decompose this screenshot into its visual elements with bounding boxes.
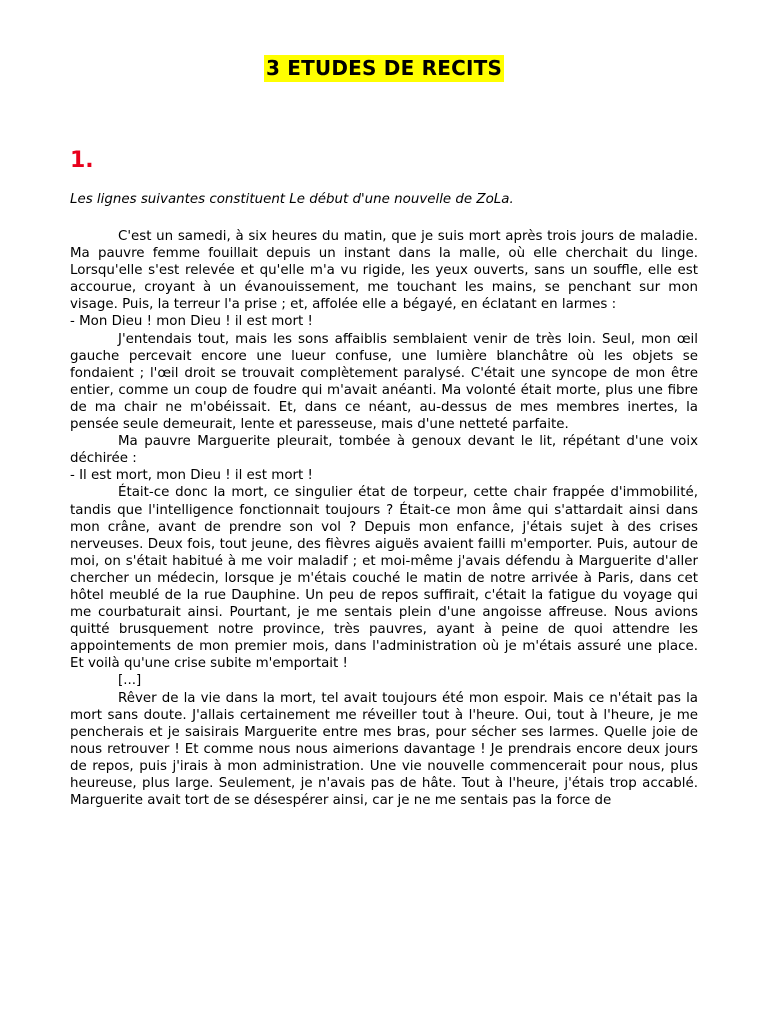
dialogue-line: - Il est mort, mon Dieu ! il est mort ! [70, 468, 313, 484]
paragraph: Était-ce donc la mort, ce singulier état de torpeur, cette chair frappée d'immobilité, tandis que l'intelligence fonctionnait toujours ? Était-ce mon âme qui s'attardait ainsi dans mon crâne, avant de prendre son vol ? Depuis mon enfance, j'étais sujet à des crises nerveuses. Deux fois, tout jeune, des fièvres aiguës avaient failli m'emporter. Puis, autour de moi, on s'était habitué à me voir maladif ; et moi-même j'avais défendu à Marguerite d'aller chercher un médecin, lorsque je m'étais couché le matin de notre arrivée à Paris, dans cet hôtel meublé de la rue Dauphine. Un peu de repos suffirait, c'était la fatigue du voyage qui me courbaturait ainsi. Pourtant, je me sentais plein d'une angoisse affreuse. Nous avions quitté brusquement notre province, très pauvres, ayant à peine de quoi attendre les appointements de mon premier mois, dans l'administration où je m'étais assuré une place. Et voilà qu'une crise subite m'emportait ! [70, 485, 698, 672]
paragraph: J'entendais tout, mais les sons affaiblis semblaient venir de très loin. Seul, mon œil gauche percevait encore une lueur confuse, une lumière blanchâtre où les objets se fondaient ; l'œil droit se trouvait complètement paralysé. C'était une syncope de mon être entier, comme un coup de foudre qui m'avait anéanti. Ma volonté était morte, plus une fibre de ma chair ne m'obéissait. Et, dans ce néant, au-dessus de mes membres inertes, la pensée seule demeurait, lente et paresseuse, mais d'une netteté parfaite. [70, 331, 698, 433]
document-title: 3 ETUDES DE RECITS [265, 56, 503, 80]
paragraph: Rêver de la vie dans la mort, tel avait toujours été mon espoir. Mais ce n'était pas la mort sans doute. J'allais certainement me réveiller tout à l'heure. Oui, tout à l'heure, je me pencherais et je saisirais Marguerite entre mes bras, pour sécher ses larmes. Quelle joie de nous retrouver ! Et comme nous nous aimerions davantage ! Je prendrais encore deux jours de repos, puis j'irais à mon administration. Une vie nouvelle commencerait pour nous, plus heureuse, plus large. Seulement, je n'avais pas de hâte. Tout à l'heure, j'étais trop accablé. Marguerite avait tort de se désespérer ainsi, car je ne me sentais pas la force de [70, 690, 698, 809]
title-wrapper [70, 55, 698, 82]
intro-text: Les lignes suivantes constituent Le début d'une nouvelle de ZoLa. [70, 192, 514, 207]
paragraph: Ma pauvre Marguerite pleurait, tombée à genoux devant le lit, répétant d'une voix déchirée : [70, 434, 698, 467]
section-number: 1. [70, 148, 94, 173]
body-text [70, 228, 698, 809]
omission-marker: [...] [118, 673, 142, 689]
dialogue-line: - Mon Dieu ! mon Dieu ! il est mort ! [70, 314, 313, 330]
paragraph: C'est un samedi, à six heures du matin, que je suis mort après trois jours de maladie. Ma pauvre femme fouillait depuis un instant dans la malle, où elle cherchait du linge. Lorsqu'elle s'est relevée et qu'elle m'a vu rigide, les yeux ouverts, sans un souffle, elle est accourue, croyant à un évanouissement, me touchant les mains, se penchant sur mon visage. Puis, la terreur l'a prise ; et, affolée elle a bégayé, en éclatant en larmes : [70, 229, 698, 313]
